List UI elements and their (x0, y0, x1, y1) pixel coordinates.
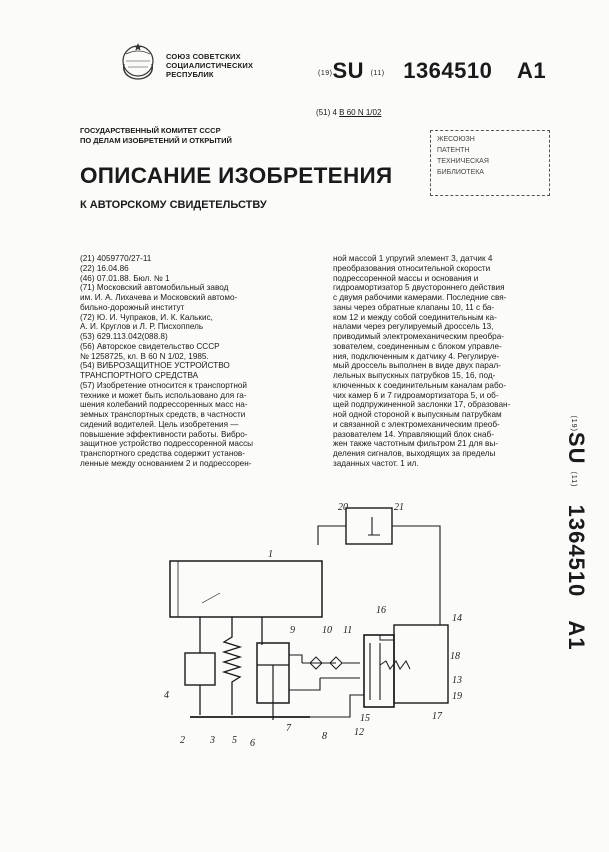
text-line: сидений водителей. Цель изобретения — (80, 419, 239, 429)
label-10: 10 (322, 625, 332, 636)
label-19: 19 (452, 691, 462, 702)
label-4: 4 (164, 690, 169, 701)
text-line: ком 12 и между собой соединительным ка- (333, 312, 497, 322)
label-2: 2 (180, 735, 185, 746)
text-line: ключенных к соединительным каналам рабо- (333, 380, 506, 390)
text-line: (71) Московский автомобильный завод (80, 283, 229, 293)
stamp-line: ЖЕСОЮЗН (437, 136, 475, 143)
label-16: 16 (376, 605, 386, 616)
stamp-line: БИБЛИОТЕКА (437, 169, 484, 176)
text-line: (57) Изобретение относится к транспортной (80, 380, 248, 390)
text-line: (56) Авторское свидетельство СССР (80, 341, 220, 351)
org-line: РЕСПУБЛИК (166, 70, 214, 79)
text-line: (72) Ю. И. Чупраков, И. К. Калькис, (80, 312, 213, 322)
code-19: (19) (318, 70, 333, 77)
side-kind: A1 (564, 620, 589, 651)
text-line: (46) 07.01.88. Бюл. № 1 (80, 273, 170, 283)
document-title: ОПИСАНИЕ ИЗОБРЕТЕНИЯ (80, 163, 393, 188)
committee-line: ГОСУДАРСТВЕННЫЙ КОМИТЕТ СССР (80, 126, 221, 135)
text-line: налами через регулируемый дроссель 13, (333, 322, 494, 332)
label-20: 20 (338, 502, 348, 513)
text-line: гидроамортизатор 5 двустороннего действия (333, 283, 505, 293)
stamp-line: ПАТЕНТН (437, 147, 470, 154)
side-patent-code (556, 398, 596, 668)
label-7: 7 (286, 723, 291, 734)
text-line: и связанной с электромеханическим преоб- (333, 419, 500, 429)
label-17: 17 (432, 711, 442, 722)
text-line: ТРАНСПОРТНОГО СРЕДСТВА (80, 371, 199, 380)
label-11: 11 (343, 625, 353, 636)
side-code-11: (11) (570, 471, 577, 488)
side-code-19: (19) (570, 415, 577, 432)
label-12: 12 (354, 727, 364, 738)
ussr-emblem-icon (118, 42, 158, 82)
right-column (333, 254, 544, 469)
text-line: А. И. Круглов и Л. Р. Писхоппель (80, 322, 204, 332)
text-line: лельных выпускных патрубков 15, 16, под- (333, 371, 496, 380)
label-3: 3 (210, 735, 215, 746)
label-13: 13 (452, 675, 462, 686)
document-subtitle: К АВТОРСКОМУ СВИДЕТЕЛЬСТВУ (80, 199, 267, 211)
text-line: ленные между основанием 2 и подрессорен- (80, 458, 252, 468)
ipc-class (316, 108, 381, 117)
text-line: с двумя рабочими камерами. Последние свя- (333, 293, 507, 302)
org-line: СОЦИАЛИСТИЧЕСКИХ (166, 61, 254, 70)
country-code: SU (332, 58, 365, 83)
label-8: 8 (322, 731, 327, 742)
text-line: заданных частот. 1 ил. (333, 458, 419, 468)
left-column (80, 254, 324, 469)
text-line: шения колебаний подрессоренных масс на- (80, 400, 248, 410)
text-line: подрессоренной массы и основания и (333, 273, 479, 283)
label-21: 21 (394, 502, 404, 513)
org-block (166, 52, 253, 79)
org-line: СОЮЗ СОВЕТСКИХ (166, 52, 241, 61)
label-9: 9 (290, 625, 295, 636)
text-line: (54) ВИБРОЗАЩИТНОЕ УСТРОЙСТВО (80, 361, 230, 371)
committee-block (80, 126, 232, 146)
label-6: 6 (250, 738, 255, 749)
text-line: ной массой 1 упругий элемент 3, датчик 4 (333, 254, 493, 263)
text-line: мый дроссель выполнен в виде двух парал- (333, 361, 501, 371)
text-line: № 1258725, кл. B 60 N 1/02, 1985. (80, 351, 209, 361)
library-stamp (430, 130, 550, 196)
label-5: 5 (232, 735, 237, 746)
text-line: заны через обратные клапаны 10, 11 с ба- (333, 302, 495, 312)
text-line: (22) 16.04.86 (80, 263, 129, 273)
committee-line: ПО ДЕЛАМ ИЗОБРЕТЕНИЙ И ОТКРЫТИЙ (80, 136, 232, 145)
code-11: (11) (370, 70, 385, 77)
text-line: приводимый электромеханическим преобра- (333, 332, 505, 341)
text-line: преобразования относительной скорости (333, 263, 491, 273)
text-line: повышение эффективности работы. Вибро- (80, 429, 248, 439)
text-line: ной одной стороной к выпускным патрубкам (333, 410, 502, 419)
stamp-line: ТЕХНИЧЕСКАЯ (437, 158, 489, 165)
text-line: щей подпружиненной заслонки 17, образован- (333, 400, 511, 410)
text-line: жен также частотным фильтром 21 для вы- (333, 439, 499, 449)
patent-number: 1364510 (403, 58, 493, 83)
side-number: 1364510 (564, 504, 589, 598)
figure-labels (150, 495, 480, 760)
text-line: транспортного средства содержит установ- (80, 449, 245, 458)
text-line: (21) 4059770/27-11 (80, 254, 152, 263)
ipc-prefix: (51) 4 (316, 108, 337, 117)
side-country: SU (564, 431, 589, 465)
text-line: деления сигналов, выходящих за пределы (333, 449, 496, 458)
label-14: 14 (452, 613, 462, 624)
text-line: технике и может быть использовано для га- (80, 390, 247, 400)
text-line: бильно-дорожный институт (80, 302, 185, 312)
text-line: зователем, соединенным с блоком управле- (333, 341, 502, 351)
text-line: разователем 14. Управляющий блок снаб- (333, 429, 494, 439)
label-15: 15 (360, 713, 370, 724)
text-line: чих камер 6 и 7 гидроамортизатора 5, и об- (333, 390, 499, 400)
ipc-value: B 60 N 1/02 (339, 108, 382, 117)
text-line: им. И. А. Лихачева и Московский автомо- (80, 293, 238, 302)
text-line: (53) 629.113.042(088.8) (80, 332, 168, 341)
label-18: 18 (450, 651, 460, 662)
text-line: земных транспортных средств, в частности (80, 410, 246, 419)
text-line: защитное устройство подрессоренной массы (80, 439, 254, 449)
patent-number-block (318, 58, 546, 84)
kind-code: A1 (516, 58, 547, 83)
text-line: ния, подключенным к датчику 4. Регулируе- (333, 351, 500, 361)
label-1: 1 (268, 549, 273, 560)
